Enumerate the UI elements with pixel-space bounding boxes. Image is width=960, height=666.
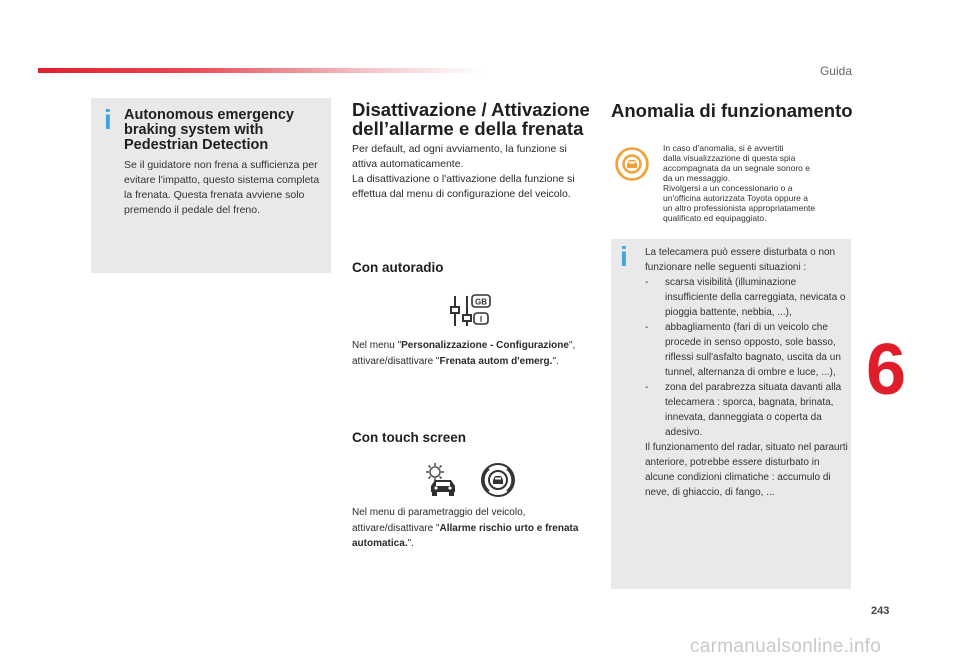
deactivation-title: Disattivazione / Attivazione dell’allarme e della frenata <box>352 99 590 139</box>
page-number: 243 <box>871 605 890 617</box>
intro-line-2: La disattivazione o l'attivazione della funzione si effettua dal menu di configurazione del veicolo. <box>352 173 575 200</box>
warning-text: In caso d’anomalia, si è avvertiti dalla visualizzazione di questa spia accompagnata da un segnale sonoro e da un messaggio. Rivolgersi a un concessionario o a un'officina autorizzata Toyota oppure a un altro professionista appropriatamente qualificato ed equipaggiato. <box>663 143 816 223</box>
camera-intro: La telecamera può essere disturbata o non funzionare nelle seguenti situazioni : <box>645 247 836 273</box>
header-accent-bar <box>38 68 483 73</box>
watermark: carmanualsonline.info <box>690 636 882 657</box>
info-box-camera <box>611 239 851 589</box>
list-item: - zona del parabrezza situata davanti alla telecamera : sporca, bagnata, brinata, innevata, danneggiata o coperta da adesivo. <box>645 382 842 438</box>
section-label: Guida <box>819 64 852 78</box>
deactivation-intro <box>352 142 592 202</box>
deactivation-section <box>352 99 592 200</box>
radio-settings-icon <box>449 293 493 329</box>
radio-small-text: I <box>479 315 483 324</box>
info-icon: i <box>620 241 628 272</box>
malfunction-title: Anomalia di funzionamento <box>611 100 853 121</box>
list-item: - abbagliamento (fari di un veicolo che procede in senso opposto, sole basso, riflessi sull'asfalto bagnato, uscita da un tunnel, alternanza di ombre e luce, ...), <box>645 322 841 378</box>
radar-note: Il funzionamento del radar, situato nel paraurti anteriore, potrebbe essere disturbato in alcune condizioni climatiche : accumulo di neve, di ghiaccio, di fango, ... <box>645 442 848 498</box>
info-box-aeb <box>91 98 331 273</box>
intro-line-1: Per default, ad ogni avviamento, la funzione si attiva automaticamente. <box>352 143 567 170</box>
radio-badge-text: GB <box>475 297 487 307</box>
radio-instructions: Nel menu "Personalizzazione - Configurazione", attivare/disattivare "Frenata autom d'emerg.". <box>352 340 576 367</box>
collision-brake-icon <box>480 462 516 498</box>
info-icon: i <box>104 104 112 135</box>
warning-light-icon <box>613 146 651 182</box>
radio-heading: Con autoradio <box>352 260 444 275</box>
touch-instructions: Nel menu di parametraggio del veicolo, attivare/disattivare "Allarme rischio urto e frenata automatica.". <box>352 507 579 549</box>
touch-heading: Con touch screen <box>352 430 467 445</box>
chapter-number: 6 <box>866 330 907 410</box>
info-box-body: Se il guidatore non frena a sufficienza per evitare l'impatto, questo sistema completa la frenata. Questa frenata avviene solo premendo il pedale del freno. <box>124 159 320 216</box>
car-settings-icon <box>423 462 463 498</box>
list-item: - scarsa visibilità (illuminazione insufficiente della carreggiata, nevicata o pioggia battente, nebbia, ...), <box>645 277 846 318</box>
info-box-title: Autonomous emergency braking system with Pedestrian Detection <box>124 107 294 153</box>
